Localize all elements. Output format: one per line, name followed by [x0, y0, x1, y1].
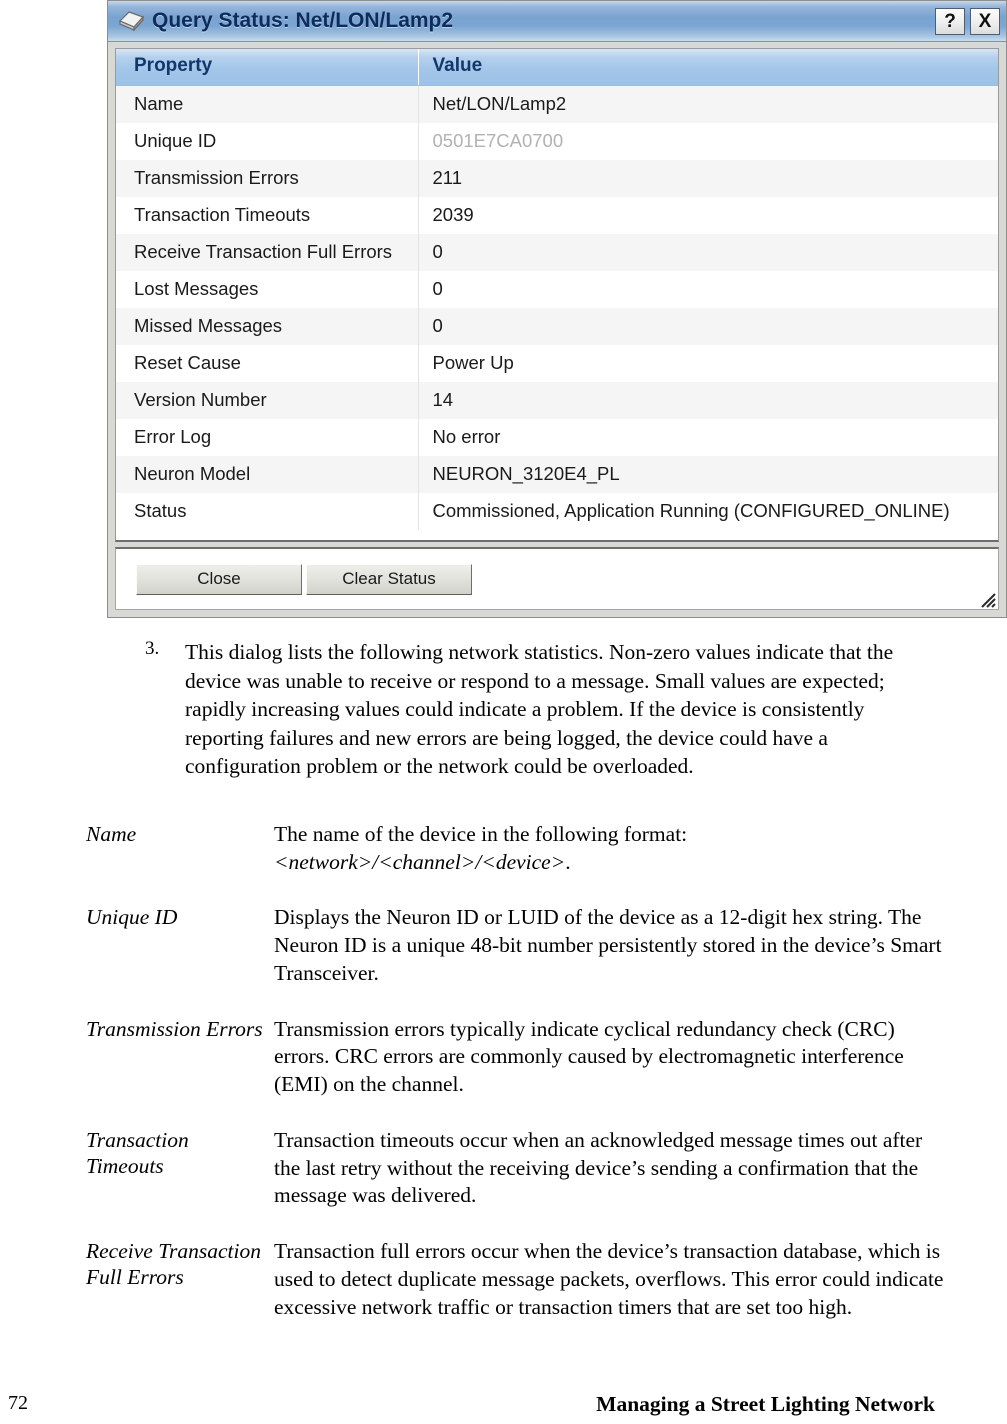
cell-value: 0	[418, 271, 998, 308]
definition-description-text: Transmission errors typically indicate cyclical redundancy check (CRC) errors. CRC errors are commonly caused by electromagnetic interference (EMI) on the channel.	[274, 1016, 904, 1097]
definition-term: Name	[86, 821, 137, 846]
dialog-content-area	[115, 48, 999, 542]
cell-value: NEURON_3120E4_PL	[418, 456, 998, 493]
definition-term: Unique ID	[86, 905, 178, 930]
cell-value: 211	[418, 160, 998, 197]
definition-description-tail: .	[565, 849, 571, 874]
table-row[interactable]	[116, 234, 998, 271]
cell-value: No error	[418, 419, 998, 456]
cell-property: Status	[116, 493, 418, 530]
definition-item	[86, 821, 946, 876]
cell-value: Commissioned, Application Running (CONFIGURED_ONLINE)	[418, 493, 998, 530]
table-row[interactable]	[116, 86, 998, 123]
cell-property: Receive Transaction Full Errors	[116, 234, 418, 271]
table-row[interactable]	[116, 123, 998, 160]
table-row[interactable]	[116, 456, 998, 493]
footer-document-title: Managing a Street Lighting Network	[596, 1392, 935, 1416]
cell-property: Reset Cause	[116, 345, 418, 382]
definition-item	[86, 1127, 946, 1210]
definition-term: Transmission Errors	[86, 1016, 263, 1041]
close-button[interactable]: Close	[136, 564, 302, 595]
definition-description	[274, 1016, 946, 1099]
clear-status-button[interactable]: Clear Status	[306, 564, 472, 595]
cell-property: Name	[116, 86, 418, 123]
resize-grip-icon[interactable]	[978, 590, 996, 608]
table-row[interactable]	[116, 308, 998, 345]
cell-property: Missed Messages	[116, 308, 418, 345]
definition-description	[274, 1127, 946, 1210]
cell-value: 14	[418, 382, 998, 419]
definition-item	[86, 1016, 946, 1099]
definition-list	[86, 821, 946, 1321]
definition-description	[274, 821, 946, 876]
cell-property: Version Number	[116, 382, 418, 419]
cell-value: 0	[418, 234, 998, 271]
dialog-frame	[107, 0, 1007, 618]
step-number: 3.	[145, 638, 160, 659]
definition-term: Transaction Timeouts	[86, 1127, 189, 1179]
help-button[interactable]: ?	[935, 8, 965, 35]
close-icon-button[interactable]: X	[970, 8, 1000, 35]
cell-property: Error Log	[116, 419, 418, 456]
cell-value: 2039	[418, 197, 998, 234]
dialog-button-bar	[115, 547, 999, 610]
numbered-step-3	[0, 638, 1007, 781]
cell-value: Power Up	[418, 345, 998, 382]
cell-property: Transmission Errors	[116, 160, 418, 197]
document-body	[0, 630, 1007, 1349]
table-row[interactable]	[116, 419, 998, 456]
definition-item	[86, 904, 946, 987]
cell-property: Transaction Timeouts	[116, 197, 418, 234]
table-row[interactable]	[116, 271, 998, 308]
cell-property: Unique ID	[116, 123, 418, 160]
page-footer	[0, 1392, 1007, 1424]
properties-table-body	[116, 86, 998, 530]
table-row[interactable]	[116, 382, 998, 419]
cell-value: Net/LON/Lamp2	[418, 86, 998, 123]
definition-description-text: The name of the device in the following format:	[274, 821, 688, 846]
cell-value: 0	[418, 308, 998, 345]
definition-description	[274, 904, 946, 987]
dialog-title: Query Status: Net/LON/Lamp2	[152, 9, 454, 32]
definition-description-text: Transaction full errors occur when the device’s transaction database, which is used to detect duplicate message packets, overflows. This error could indicate excessive network traffic or transaction timers that are set too high.	[274, 1239, 944, 1319]
table-header-row	[116, 49, 998, 86]
definition-description-text: Displays the Neuron ID or LUID of the device as a 12-digit hex string. The Neuron ID is a unique 48-bit number persistently stored in the device’s Smart Transceiver.	[274, 905, 942, 985]
definition-description	[274, 1238, 946, 1321]
cell-value: 0501E7CA0700	[418, 123, 998, 160]
definition-item	[86, 1238, 946, 1321]
column-header-property[interactable]: Property	[116, 49, 418, 86]
column-header-value[interactable]: Value	[418, 49, 998, 86]
footer-page-number: 72	[8, 1392, 28, 1414]
definition-description-format: <network>/<channel>/<device>	[274, 849, 566, 874]
properties-table	[116, 49, 998, 530]
table-row[interactable]	[116, 345, 998, 382]
table-row[interactable]	[116, 160, 998, 197]
cube-icon	[116, 8, 146, 34]
table-row[interactable]	[116, 493, 998, 530]
definition-term: Receive Transaction Full Errors	[86, 1239, 261, 1290]
table-row[interactable]	[116, 197, 998, 234]
cell-property: Neuron Model	[116, 456, 418, 493]
query-status-dialog-screenshot	[107, 0, 1007, 618]
cell-property: Lost Messages	[116, 271, 418, 308]
step-text: This dialog lists the following network statistics. Non-zero values indicate that the device was unable to receive or respond to a message. Small values are expected; rapidly increasing values could indicate a problem. If the device is consistently reporting failures and new errors are being logged, the device could have a configuration problem or the network could be overloaded.	[185, 640, 894, 779]
dialog-titlebar[interactable]	[108, 1, 1006, 42]
definition-description-text: Transaction timeouts occur when an acknowledged message times out after the last retry without the receiving device’s sending a confirmation that the message was delivered.	[274, 1127, 923, 1208]
